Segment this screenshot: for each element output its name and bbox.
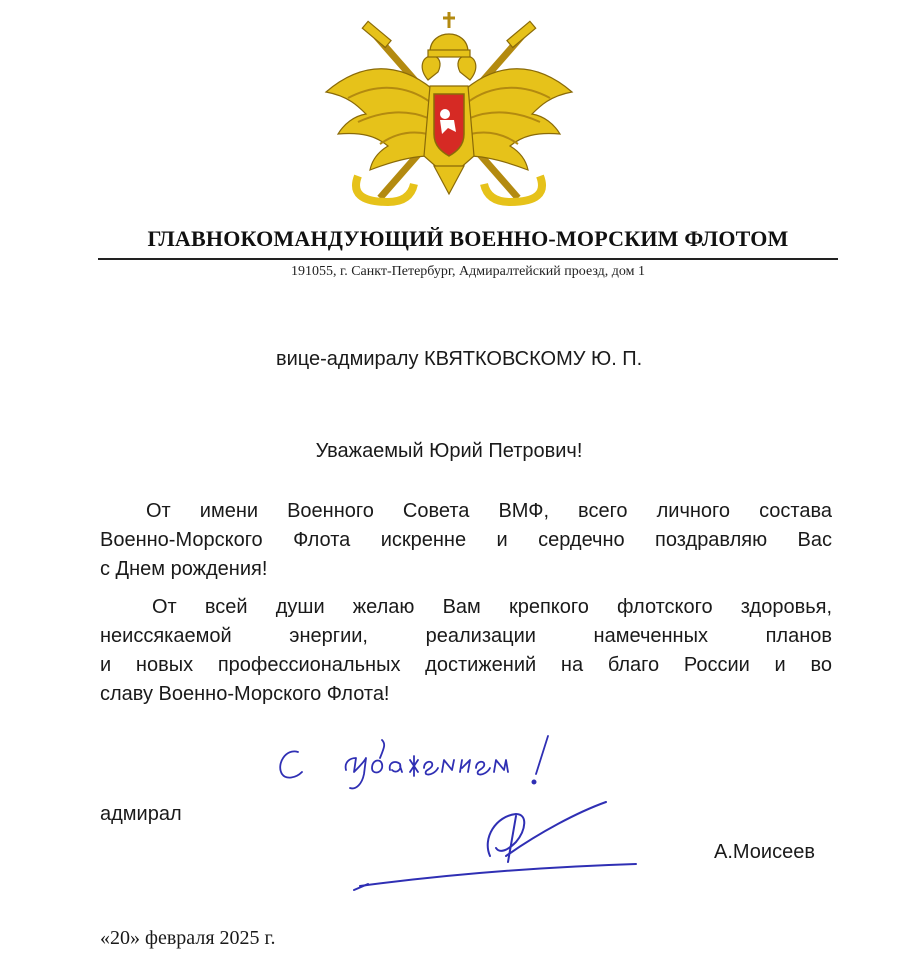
paragraph-line: От имени Военного Совета ВМФ, всего личного состава [146, 500, 832, 522]
salutation: Уважаемый Юрий Петрович! [315, 440, 583, 462]
paragraph-wishes [100, 593, 832, 709]
header-divider [98, 258, 838, 260]
handwritten-closing [268, 728, 588, 798]
signer-name: А.Моисеев [714, 841, 815, 863]
signature [340, 798, 640, 898]
organization-title: ГЛАВНОКОМАНДУЮЩИЙ ВОЕННО-МОРСКИМ ФЛОТОМ [147, 226, 789, 251]
navy-emblem-icon [318, 6, 580, 210]
paragraph-line: От всей души желаю Вам крепкого флотского здоровья, [152, 596, 832, 618]
paragraph-line: Военно-Морского Флота искренне и сердечно поздравляю Вас [100, 529, 832, 551]
paragraph-line: неиссякаемой энергии, реализации намеченных планов [100, 625, 832, 647]
signer-rank: адмирал [100, 803, 182, 825]
letter-date: «20» февраля 2025 г. [100, 927, 276, 949]
paragraph-line: славу Военно-Морского Флота! [100, 683, 390, 705]
organization-address: 191055, г. Санкт-Петербург, Адмиралтейский проезд, дом 1 [291, 264, 645, 279]
paragraph-line: с Днем рождения! [100, 558, 268, 580]
paragraph-congratulation [100, 497, 832, 584]
paragraph-line: и новых профессиональных достижений на благо России и во [100, 654, 832, 676]
recipient-line: вице-адмиралу КВЯТКОВСКОМУ Ю. П. [276, 348, 643, 370]
